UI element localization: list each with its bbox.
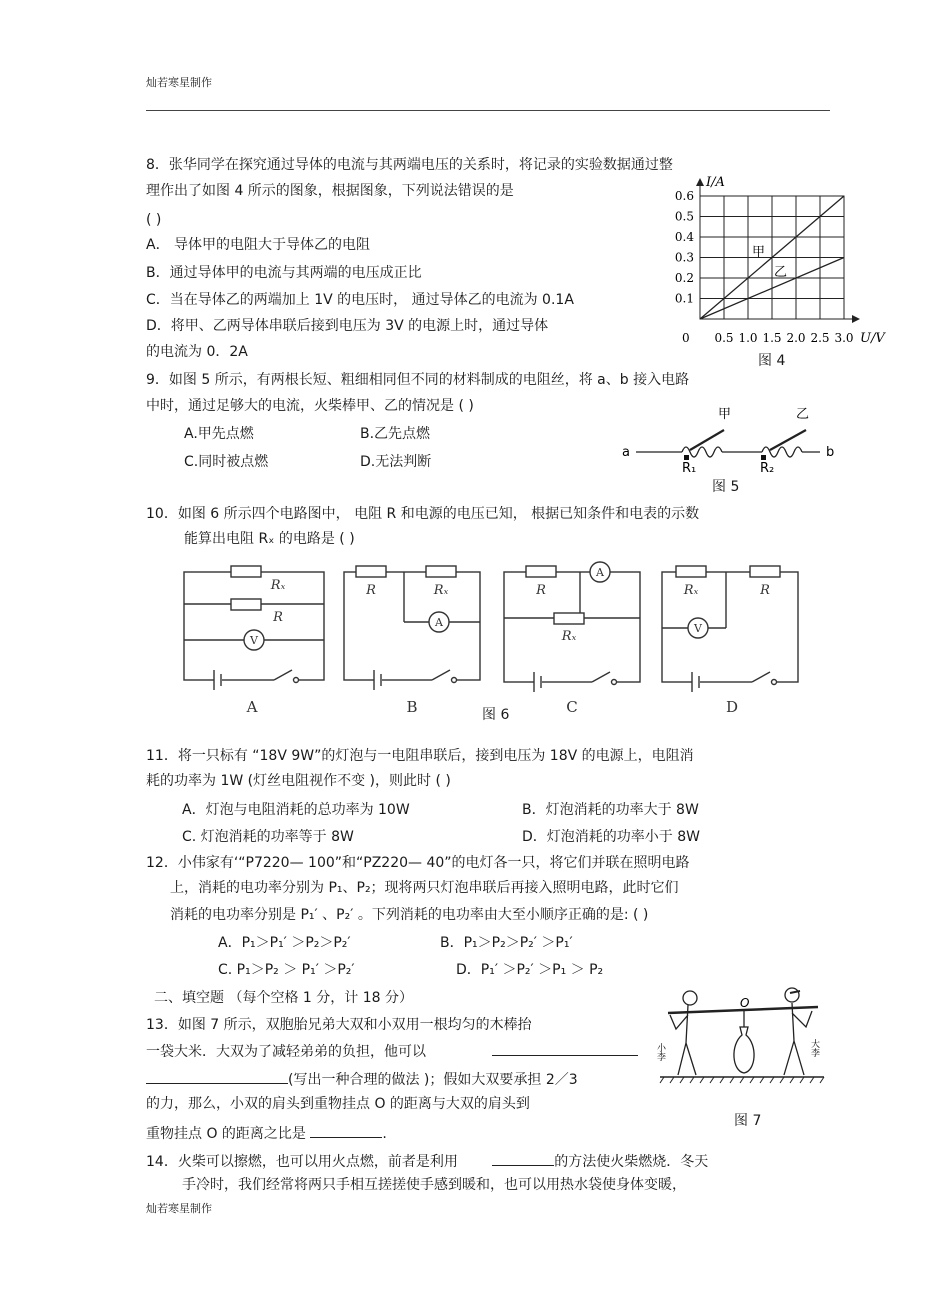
circuit-d xyxy=(662,566,798,692)
label-yi: 乙 xyxy=(774,265,788,280)
q12-line2: 上，消耗的电功率分别为 P₁、P₂；现将两只灯泡串联后再接入照明电路，此时它们 xyxy=(170,880,679,896)
y-axis-arrow xyxy=(696,178,704,186)
label-r1: R₁ xyxy=(682,461,697,476)
label-r: R xyxy=(760,583,770,598)
q9-option-a: A.甲先点燃 xyxy=(184,426,254,442)
label-rx: Rₓ xyxy=(270,578,286,593)
resistor-wire-r2 xyxy=(762,447,802,457)
q8-option-c: C．当在导体乙的两端加上 1V 的电压时， 通过导体乙的电流为 0.1A xyxy=(146,292,574,308)
q9-option-b: B.乙先点燃 xyxy=(360,426,431,442)
x-tick: 1.5 xyxy=(762,331,782,345)
voltmeter-icon: V xyxy=(694,622,702,635)
q12-option-b: B．P₁＞P₂＞P₂′ ＞P₁′ xyxy=(440,935,573,951)
figure-5-diagram xyxy=(620,400,850,480)
q13-line5-end: . xyxy=(382,1126,387,1142)
q11-option-b: B．灯泡消耗的功率大于 8W xyxy=(522,802,699,818)
q11-option-c: C. 灯泡消耗的功率等于 8W xyxy=(182,829,354,845)
x-axis-label: U/V xyxy=(860,331,885,346)
q14-line2: 手冷时，我们经常将两只手相互搓搓使手感到暖和，也可以用热水袋使身体变暖， xyxy=(182,1177,686,1193)
y-tick: 0.4 xyxy=(674,230,694,244)
label-rx: Rₓ xyxy=(433,583,449,598)
label-jia: 甲 xyxy=(752,245,766,260)
q13-line5-text: 重物挂点 O 的距离之比是 xyxy=(146,1126,306,1142)
q14-line1-end: 的方法使火柴燃烧．冬天 xyxy=(554,1154,709,1170)
q9-option-d: D.无法判断 xyxy=(360,454,432,470)
pivot-label-o: O xyxy=(740,996,750,1010)
circuit-letter: B xyxy=(406,698,418,716)
q11-option-a: A．灯泡与电阻消耗的总功率为 10W xyxy=(182,802,410,818)
y-tick: 0.3 xyxy=(674,250,694,265)
q8-option-b: B．通过导体甲的电流与其两端的电压成正比 xyxy=(146,265,422,281)
q13-line3 xyxy=(146,1069,578,1089)
header-watermark: 灿若寒星制作 xyxy=(146,76,212,89)
y-tick: 0.5 xyxy=(674,209,694,224)
q14-line1 xyxy=(146,1151,708,1171)
header-rule xyxy=(146,110,830,111)
y-tick: 0.6 xyxy=(674,189,694,203)
q13-line1: 13．如图 7 所示，双胞胎兄弟大双和小双用一根均匀的木棒抬 xyxy=(146,1017,532,1033)
voltmeter-icon: V xyxy=(250,634,258,647)
q14-blank-1[interactable] xyxy=(492,1151,554,1166)
section-2-title: 二、填空题 （每个空格 1 分，计 18 分） xyxy=(154,990,413,1006)
q13-line5 xyxy=(146,1123,387,1143)
q10-line1: 10．如图 6 所示四个电路图中， 电阻 R 和电源的电压已知， 根据已知条件和电表的示数 xyxy=(146,506,700,522)
q8-option-a: A． 导体甲的电阻大于导体乙的电阻 xyxy=(146,237,371,253)
figure-6-circuits xyxy=(176,556,816,726)
q13-line2-text: 一袋大米．大双为了减轻弟弟的负担，他可以 xyxy=(146,1044,426,1060)
q12-option-c: C. P₁＞P₂ ＞ P₁′ ＞P₂′ xyxy=(218,962,355,978)
label-r: R xyxy=(536,583,546,598)
x-axis-arrow xyxy=(852,315,860,323)
q14-line1-text: 14．火柴可以擦燃，也可以用火点燃，前者是利用 xyxy=(146,1154,458,1170)
matchstick-yi xyxy=(770,430,806,450)
q12-option-a: A．P₁＞P₁′ ＞P₂＞P₂′ xyxy=(218,935,351,951)
q12-line3: 消耗的电功率分别是 P₁′ 、P₂′ 。下列消耗的电功率由大至小顺序正确的是: ( ) xyxy=(170,907,649,923)
label-jia: 甲 xyxy=(718,407,732,422)
y-tick: 0.2 xyxy=(674,271,694,285)
figure-4-graph xyxy=(660,170,900,370)
label-r: R xyxy=(273,610,283,625)
label-rx: Rₓ xyxy=(561,629,577,644)
x-tick: 2.0 xyxy=(786,331,806,345)
q13-blank-2[interactable] xyxy=(146,1069,288,1084)
x-tick: 2.5 xyxy=(810,331,830,345)
circuit-letter: A xyxy=(246,698,258,716)
label-right-person: 大李 xyxy=(809,1039,819,1057)
label-r2: R₂ xyxy=(760,461,775,476)
circuit-c xyxy=(504,562,640,692)
q12-option-d: D．P₁′ ＞P₂′ ＞P₁ ＞ P₂ xyxy=(456,962,604,978)
y-axis-label: I/A xyxy=(706,175,725,190)
q8-option-d-line1: D．将甲、乙两导体串联后接到电压为 3V 的电源上时，通过导体 xyxy=(146,318,549,334)
person-right-head xyxy=(785,988,799,1002)
label-left-person: 小李 xyxy=(655,1043,665,1061)
ammeter-icon: A xyxy=(435,616,443,629)
x-tick: 0.5 xyxy=(714,331,734,345)
footer-watermark: 灿若寒星制作 xyxy=(146,1202,212,1215)
q8-line1: 8．张华同学在探究通过导体的电流与其两端电压的关系时，将记录的实验数据通过整 xyxy=(146,157,673,173)
q13-line3-text: (写出一种合理的做法 )；假如大双要承担 2／3 xyxy=(288,1072,578,1088)
q8-line2: 理作出了如图 4 所示的图象，根据图象，下列说法错误的是 xyxy=(146,183,514,199)
circuit-b xyxy=(344,566,480,690)
figure-7-caption: 图 7 xyxy=(734,1113,762,1129)
q8-answer-paren: ( ) xyxy=(146,212,162,228)
label-rx: Rₓ xyxy=(683,583,699,598)
q11-option-d: D．灯泡消耗的功率小于 8W xyxy=(522,829,700,845)
q8-option-d-line2: 的电流为 0．2A xyxy=(146,344,248,360)
q11-line2: 耗的功率为 1W (灯丝电阻视作不变 )，则此时 ( ) xyxy=(146,773,451,789)
y-tick: 0.1 xyxy=(674,291,694,306)
q12-line1: 12．小伟家有‘“P7220— 100”和“PZ220— 40”的电灯各一只，将它们并联在照明电路 xyxy=(146,855,690,871)
q9-line1: 9．如图 5 所示，有两根长短、粗细相同但不同的材料制成的电阻丝，将 a、b 接入电路 xyxy=(146,372,690,388)
x-tick: 3.0 xyxy=(834,331,854,345)
q13-line4: 的力，那么，小双的肩头到重物挂点 O 的距离与大双的肩头到 xyxy=(146,1096,530,1112)
rice-bag xyxy=(734,1027,754,1073)
figure-6-caption: 图 6 xyxy=(482,707,510,723)
q11-line1: 11．将一只标有 “18V 9W”的灯泡与一电阻串联后，接到电压为 18V 的电源上，电阻消 xyxy=(146,748,694,764)
terminal-b: b xyxy=(826,445,835,460)
q13-blank-1[interactable] xyxy=(492,1041,638,1056)
q9-option-c: C.同时被点燃 xyxy=(184,454,269,470)
label-yi: 乙 xyxy=(796,407,810,422)
circuit-letter: D xyxy=(725,698,739,716)
q13-line2 xyxy=(146,1041,638,1061)
figure-4-caption: 图 4 xyxy=(758,353,786,369)
label-r: R xyxy=(366,583,376,598)
circuit-letter: C xyxy=(566,698,578,716)
q9-line2: 中时，通过足够大的电流，火柴棒甲、乙的情况是 ( ) xyxy=(146,398,474,414)
ammeter-icon: A xyxy=(596,566,604,579)
q10-line2: 能算出电阻 Rₓ 的电路是 ( ) xyxy=(184,531,355,547)
x-tick: 1.0 xyxy=(738,331,758,345)
terminal-a: a xyxy=(622,445,630,460)
figure-7-illustration xyxy=(655,985,830,1105)
q13-blank-3[interactable] xyxy=(310,1123,382,1138)
origin-label: 0 xyxy=(682,331,690,345)
person-left-head xyxy=(683,991,697,1005)
circuit-a xyxy=(184,566,324,690)
figure-5-caption: 图 5 xyxy=(712,479,740,495)
